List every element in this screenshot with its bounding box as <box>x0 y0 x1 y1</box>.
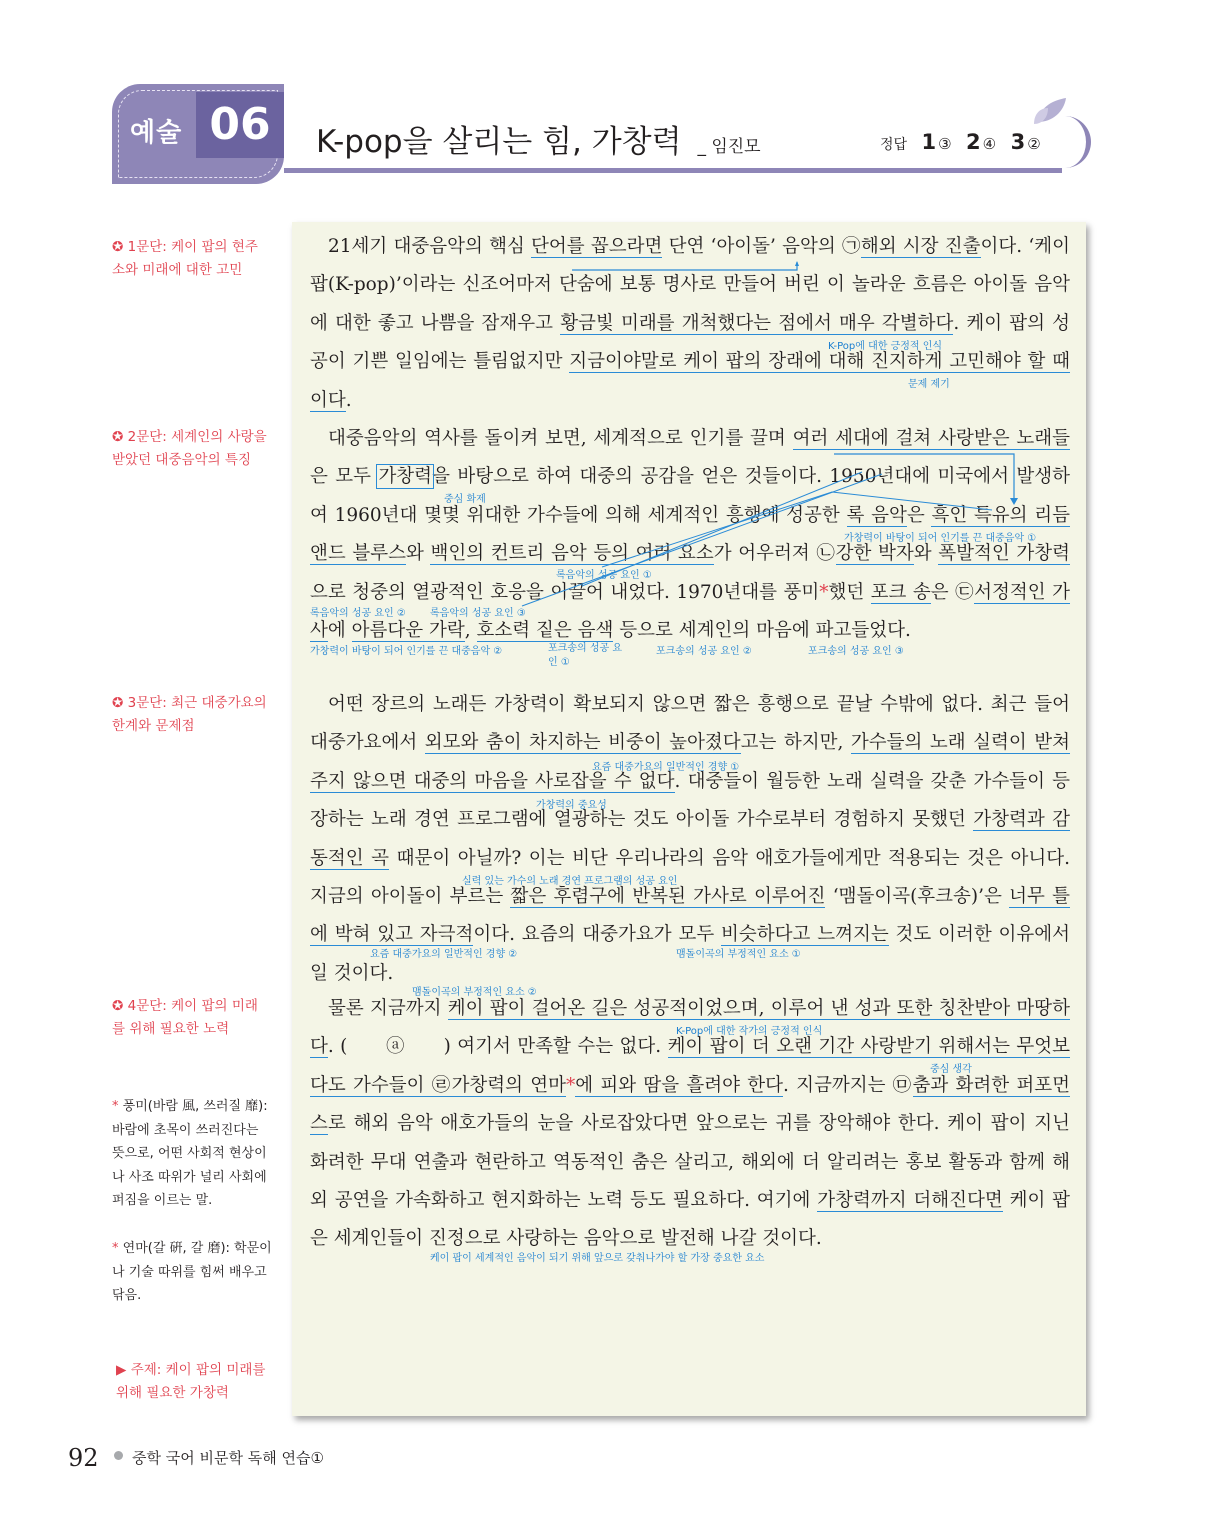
annotation: 중심 생각 <box>930 1064 972 1075</box>
definition: * 연마(갈 硏, 갈 磨): 학문이나 기술 따위를 힘써 배우고 닦음. <box>112 1241 272 1303</box>
annotation: 맴돌이곡의 부정적인 요소 ① <box>676 949 801 960</box>
header-rule <box>284 168 1062 173</box>
paragraph-note: ✪ 1문단: 케이 팝의 현주소와 미래에 대한 고민 <box>112 239 258 278</box>
annotation: 가창력이 바탕이 되어 인기를 끈 대중음악 ② <box>310 646 503 657</box>
annotation: 록음악의 성공 요인 ② <box>310 608 406 619</box>
annotation: 포크송의 성공 요인 ③ <box>808 646 904 657</box>
page-title <box>316 116 761 161</box>
annotation: K-Pop에 대한 작가의 긍정적 인식 <box>676 1026 823 1037</box>
annotation: 케이 팝이 세계적인 음악이 되기 위해 앞으로 갖춰나가야 할 가장 중요한 요소 <box>430 1253 765 1264</box>
annotation: K-Pop에 대한 긍정적 인식 <box>828 341 943 352</box>
connector-lines <box>292 222 1086 692</box>
annotation: 중심 화제 <box>444 494 486 505</box>
annotation: 맴돌이곡의 부정적인 요소 ② <box>412 987 537 998</box>
annotation: 요즘 대중가요의 일반적인 경향 ① <box>592 762 740 773</box>
category-label: 예술 <box>130 118 183 148</box>
unit-number: 06 <box>196 92 284 158</box>
answer-num: 1 <box>921 130 937 154</box>
annotation: 록음악의 성공 요인 ③ <box>430 608 526 619</box>
annotation: 문제 제기 <box>908 379 950 390</box>
answer-choice: ② <box>1027 135 1041 153</box>
annotation: 실력 있는 가수의 노래 경연 프로그램의 성공 요인 <box>462 876 678 887</box>
theme-note: ▶ 주제: 케이 팝의 미래를 위해 필요한 가창력 <box>116 1362 266 1401</box>
answer-choice: ④ <box>982 135 997 153</box>
paragraph-2: 대중음악의 역사를 돌이켜 보면, 세계적으로 인기를 끌며 여러 세대에 걸쳐 사랑받은 노래들은 모두 가창력을 바탕으로 하여 대중의 공감을 얻은 것들이다. 1950년대에 미국에서 발생하여 1960년대 몇몇 위대한 가수들에 의해 세계적인 흥행에 성공한 록 음악은 흑인 특유의 리듬 앤드 블루스와 백인의 컨트리 음악 등의 여러 요소가 어우러져 ㉡강한 박자와 폭발적인 가창력으로 청중의 열광적인 호응을 이끌어 내었다. 1970년대를 풍미*했던 포크 송은 ㉢서정적인 가사에 아름다운 가락, 호소력 짙은 음색 등으로 세계인의 마음에 파고들었다. <box>310 428 1071 642</box>
footer-dot <box>114 1451 123 1460</box>
title-text: K-pop을 살리는 힘, 가창력 <box>316 124 682 160</box>
answer-label: 정답 <box>880 137 908 153</box>
author: _ 임진모 <box>697 137 761 157</box>
answer-key <box>880 130 1041 154</box>
paragraph-note: ✪ 2문단: 세계인의 사랑을 받았던 대중음악의 특징 <box>112 429 267 468</box>
paragraph-note: ✪ 3문단: 최근 대중가요의 한계와 문제점 <box>112 695 267 734</box>
paragraph-note: ✪ 4문단: 케이 팝의 미래를 위해 필요한 노력 <box>112 998 258 1037</box>
annotation: 록음악의 성공 요인 ① <box>556 570 652 581</box>
paragraph-1: 21세기 대중음악의 핵심 단어를 꼽으라면 단연 ‘아이돌’ 음악의 ㉠해외 시장 진출이다. ‘케이 팝(K-pop)’이라는 신조어마저 단숨에 보통 명사로 만들어 버린 이 놀라운 흐름은 아이돌 음악에 대한 좋고 나쁨을 잠재우고 황금빛 미래를 개척했다는 점에서 매우 각별하다. 케이 팝의 성공이 기쁜 일임에는 틀림없지만 지금이야말로 케이 팝의 장래에 대해 진지하게 고민해야 할 때이다. <box>310 236 1071 411</box>
annotation: 가창력이 바탕이 되어 인기를 끈 대중음악 ① <box>844 533 1037 544</box>
answer-choice: ③ <box>938 135 952 153</box>
leaf-icon <box>1030 96 1070 126</box>
definition: * 풍미(바람 風, 쓰러질 靡): 바람에 초목이 쓰러진다는 뜻으로, 어떤 사회적 현상이나 사조 따위가 널리 사회에 퍼짐을 이르는 말. <box>112 1099 268 1208</box>
page-number: 92 <box>68 1444 99 1472</box>
book-title: 중학 국어 비문학 독해 연습① <box>132 1449 324 1467</box>
paragraph-4: 물론 지금까지 케이 팝이 걸어온 길은 성공적이었으며, 이루어 낸 성과 또한 칭찬받아 마땅하다. ( ⓐ ) 여기서 만족할 수는 없다. 케이 팝이 더 오랜 기간 사랑받기 위해서는 무엇보다도 가수들이 ㉣가창력의 연마*에 피와 땀을 흘려야 한다. 지금까지는 ㉤춤과 화려한 퍼포먼스로 해외 음악 애호가들의 눈을 사로잡았다면 앞으로는 귀를 장악해야 한다. 케이 팝이 지닌 화려한 무대 연출과 현란하고 역동적인 춤은 살리고, 해외에 더 알리려는 홍보 활동과 함께 해외 공연을 가속화하고 현지화하는 노력 등도 필요하다. 여기에 가창력까지 더해진다면 케이 팝은 세계인들이 진정으로 사랑하는 음악으로 발전해 나갈 것이다. <box>310 998 1071 1250</box>
answer-num: 2 <box>966 130 981 154</box>
annotation: 포크송의 성공 요인 ② <box>656 646 752 657</box>
answer-num: 3 <box>1010 130 1026 154</box>
paragraph-3: 어떤 장르의 노래든 가창력이 확보되지 않으면 짧은 흥행으로 끝날 수밖에 없다. 최근 들어 대중가요에서 외모와 춤이 차지하는 비중이 높아졌다고는 하지만, 가수들의 노래 실력이 받쳐 주지 않으면 대중의 마음을 사로잡을 수 없다. 대중들이 월등한 노래 실력을 갖춘 가수들이 등장하는 노래 경연 프로그램에 열광하는 것도 아이돌 가수로부터 경험하지 못했던 가창력과 감동적인 곡 때문이 아닐까? 이는 비단 우리나라의 음악 애호가들에게만 적용되는 것은 아니다. 지금의 아이돌이 부르는 짧은 후렴구에 반복된 가사로 이루어진 ‘맴돌이곡(후크송)’은 너무 틀에 박혀 있고 자극적이다. 요즘의 대중가요가 모두 비슷하다고 느껴지는 것도 이러한 이유에서일 것이다. <box>310 694 1071 984</box>
annotation: 포크송의 성공 요인 ① <box>548 643 622 668</box>
annotation: 요즘 대중가요의 일반적인 경향 ② <box>370 949 518 960</box>
annotation: 가창력의 중요성 <box>536 800 607 811</box>
